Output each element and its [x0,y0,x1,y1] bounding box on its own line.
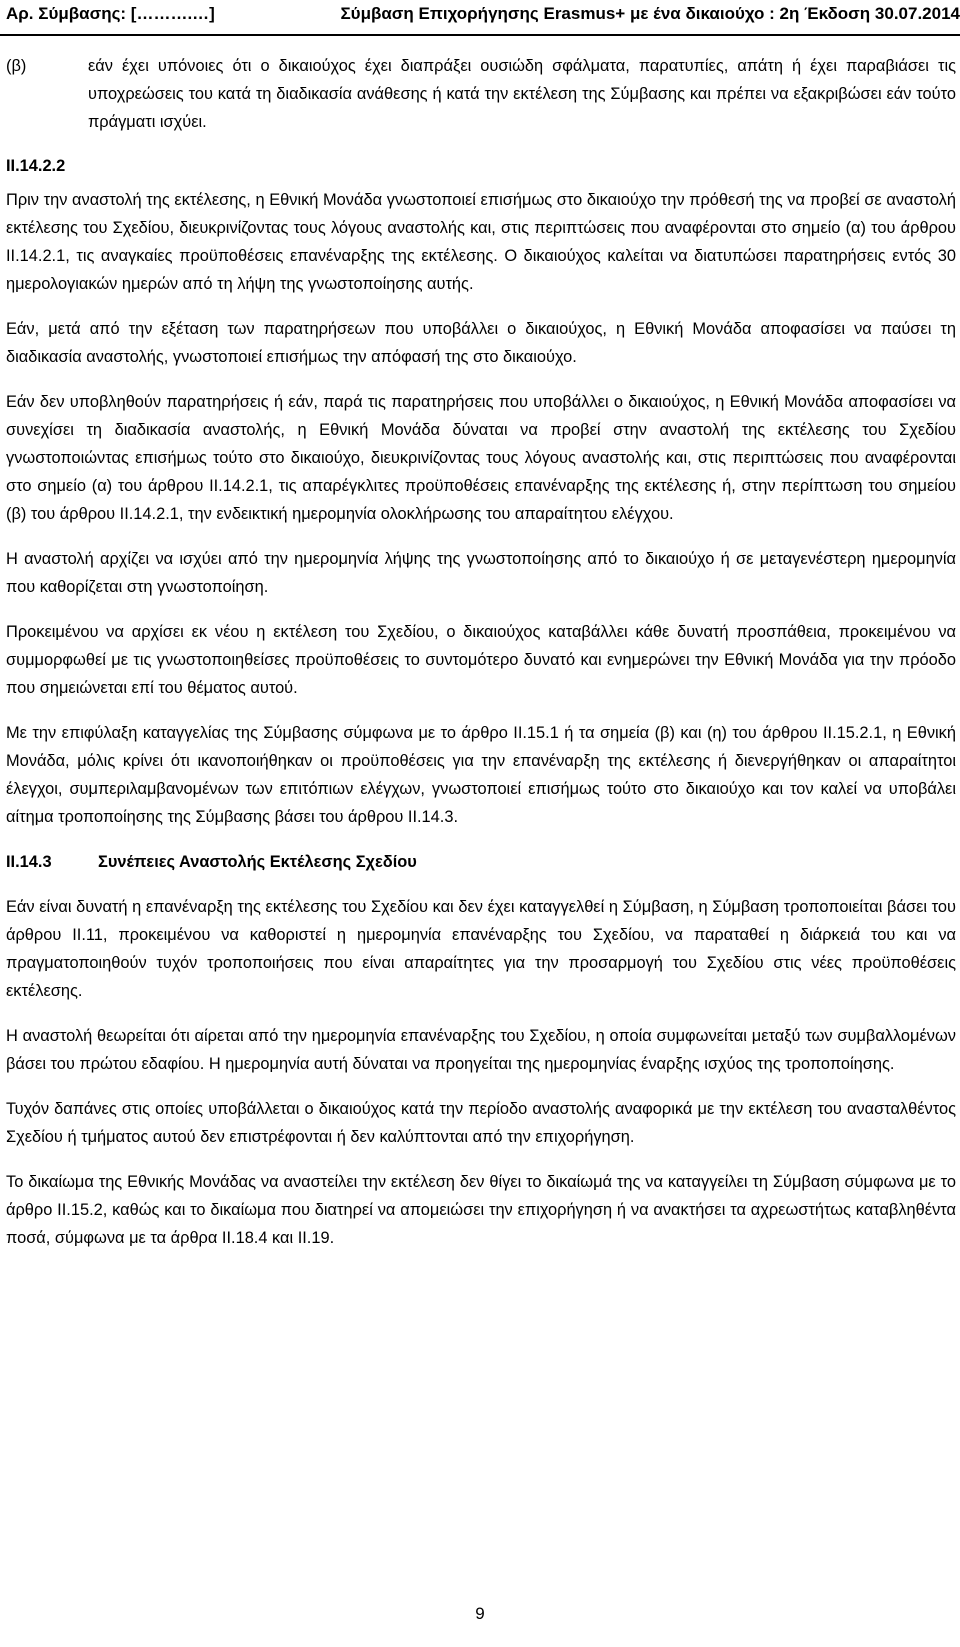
section-number: II.14.3 [6,853,52,871]
paragraph: Τυχόν δαπάνες στις οποίες υποβάλλεται ο δικαιούχος κατά την περίοδο αναστολής αναφορικά με την εκτέλεση του ανασταλθέντος Σχεδίου ή τμήματος αυτού δεν επιστρέφονται ή δεν καλύπτονται από την επιχορήγηση. [6,1100,956,1146]
list-item-b [6,52,956,136]
list-item-text: εάν έχει υπόνοιες ότι ο δικαιούχος έχει διαπράξει ουσιώδη σφάλματα, παρατυπίες, απάτη ή έχει παραβιάσει τις υποχρεώσεις του κατά τη διαδικασία ανάθεσης ή κατά την εκτέλεση της Σύμβασης και πρέπει να εξακριβώσει εάν τούτο πράγματι ισχύει. [88,57,956,131]
section-number-ii-14-2-2: II.14.2.2 [6,157,66,175]
paragraph: Εάν, μετά από την εξέταση των παρατηρήσεων που υποβάλλει ο δικαιούχος, η Εθνική Μονάδα αποφασίσει να παύσει τη διαδικασία αναστολής, γνωστοποιεί επισήμως την απόφασή της στο δικαιούχο. [6,320,956,366]
page-body [6,52,956,1269]
paragraph: Προκειμένου να αρχίσει εκ νέου η εκτέλεση του Σχεδίου, ο δικαιούχος καταβάλλει κάθε δυνατή προσπάθεια, προκειμένου να συμμορφωθεί με τις γνωστοποιηθείσες προϋποθέσεις το συντομότερο δυνατό και ενημερώνει την Εθνική Μονάδα για την πρόοδο που σημειώνεται επί του θέματος αυτού. [6,623,956,697]
paragraph: Εάν δεν υποβληθούν παρατηρήσεις ή εάν, παρά τις παρατηρήσεις που υποβάλλει ο δικαιούχος, η Εθνική Μονάδα αποφασίσει να συνεχίσει τη διαδικασία αναστολής, η Εθνική Μονάδα δύναται να προβεί στην αναστολή της εκτέλεσης του Σχεδίου γνωστοποιώντας επισήμως τούτο στο δικαιούχο, διευκρινίζοντας τους λόγους αναστολής και, στις περιπτώσεις που αναφέρονται στο σημείο (α) του άρθρου II.14.2.1, τις απαρέγκλιτες προϋποθέσεις επανέναρξης της εκτέλεσης ή, στην περίπτωση του σημείου (β) του άρθρου II.14.2.1, την ενδεικτική ημερομηνία ολοκλήρωσης του απαραίτητου ελέγχου. [6,393,956,523]
page-number: 9 [475,1604,485,1623]
paragraph: Εάν είναι δυνατή η επανέναρξη της εκτέλεσης του Σχεδίου και δεν έχει καταγγελθεί η Σύμβαση, η Σύμβαση τροποποιείται βάσει του άρθρου II.11, προκειμένου να καθοριστεί η ημερομηνία επανέναρξης του Σχεδίου, να παραταθεί η διάρκειά του και να πραγματοποιηθούν τυχόν τροποποιήσεις που είναι απαραίτητες για την προσαρμογή του Σχεδίου στις νέες προϋποθέσεις εκτέλεσης. [6,898,956,1000]
list-item-marker: (β) [6,57,27,75]
paragraph: Πριν την αναστολή της εκτέλεσης, η Εθνική Μονάδα γνωστοποιεί επισήμως στο δικαιούχο την πρόθεσή της να προβεί σε αναστολή εκτέλεσης του Σχεδίου, διευκρινίζοντας τους λόγους αναστολής και, στις περιπτώσεις που αναφέρονται στο σημείο (α) του άρθρου II.14.2.1, τις αναγκαίες προϋποθέσεις επανέναρξης της εκτέλεσης. Ο δικαιούχος καλείται να διατυπώσει παρατηρήσεις εντός 30 ημερολογιακών ημερών από τη λήψη της γνωστοποίησης αυτής. [6,191,956,293]
paragraph: Με την επιφύλαξη καταγγελίας της Σύμβασης σύμφωνα με το άρθρο II.15.1 ή τα σημεία (β) και (η) του άρθρου II.15.2.1, η Εθνική Μονάδα, μόλις κρίνει ότι ικανοποιήθηκαν οι προϋποθέσεις για την επανέναρξη της εκτέλεσης ή διενεργήθηκαν οι απαραίτητοι έλεγχοι, συμπεριλαμβανομένων των επιτόπιων ελέγχων, γνωστοποιεί επισήμως τούτο στο δικαιούχο και τον καλεί να υποβάλει αίτημα τροποποίησης της Σύμβασης βάσει του άρθρου II.14.3. [6,724,956,826]
section-title: Συνέπειες Αναστολής Εκτέλεσης Σχεδίου [98,853,417,871]
contract-title-label: Σύμβαση Επιχορήγησης Erasmus+ με ένα δικαιούχο : 2η Έκδοση 30.07.2014 [340,4,960,23]
paragraph: Η αναστολή θεωρείται ότι αίρεται από την ημερομηνία επανέναρξης του Σχεδίου, η οποία συμφωνείται μεταξύ των συμβαλλομένων βάσει του πρώτου εδαφίου. Η ημερομηνία αυτή δύναται να προηγείται της ημερομηνίας έναρξης ισχύος της τροποποίησης. [6,1027,956,1073]
paragraph: Το δικαίωμα της Εθνικής Μονάδας να αναστείλει την εκτέλεση δεν θίγει το δικαίωμά της να καταγγείλει τη Σύμβαση σύμφωνα με το άρθρο II.15.2, καθώς και το δικαίωμα που διατηρεί να απομειώσει την επιχορήγηση ή να ανακτήσει τα αχρεωστήτως καταβληθέντα ποσά, σύμφωνα με τα άρθρα II.18.4 και II.19. [6,1173,956,1247]
header-divider [0,34,960,36]
contract-number-label: Αρ. Σύμβασης: [……….…] [6,4,215,23]
paragraph: Η αναστολή αρχίζει να ισχύει από την ημερομηνία λήψης της γνωστοποίησης από το δικαιούχο ή σε μεταγενέστερη ημερομηνία που καθορίζεται στη γνωστοποίηση. [6,550,956,596]
section-heading-ii-14-3 [6,848,956,876]
